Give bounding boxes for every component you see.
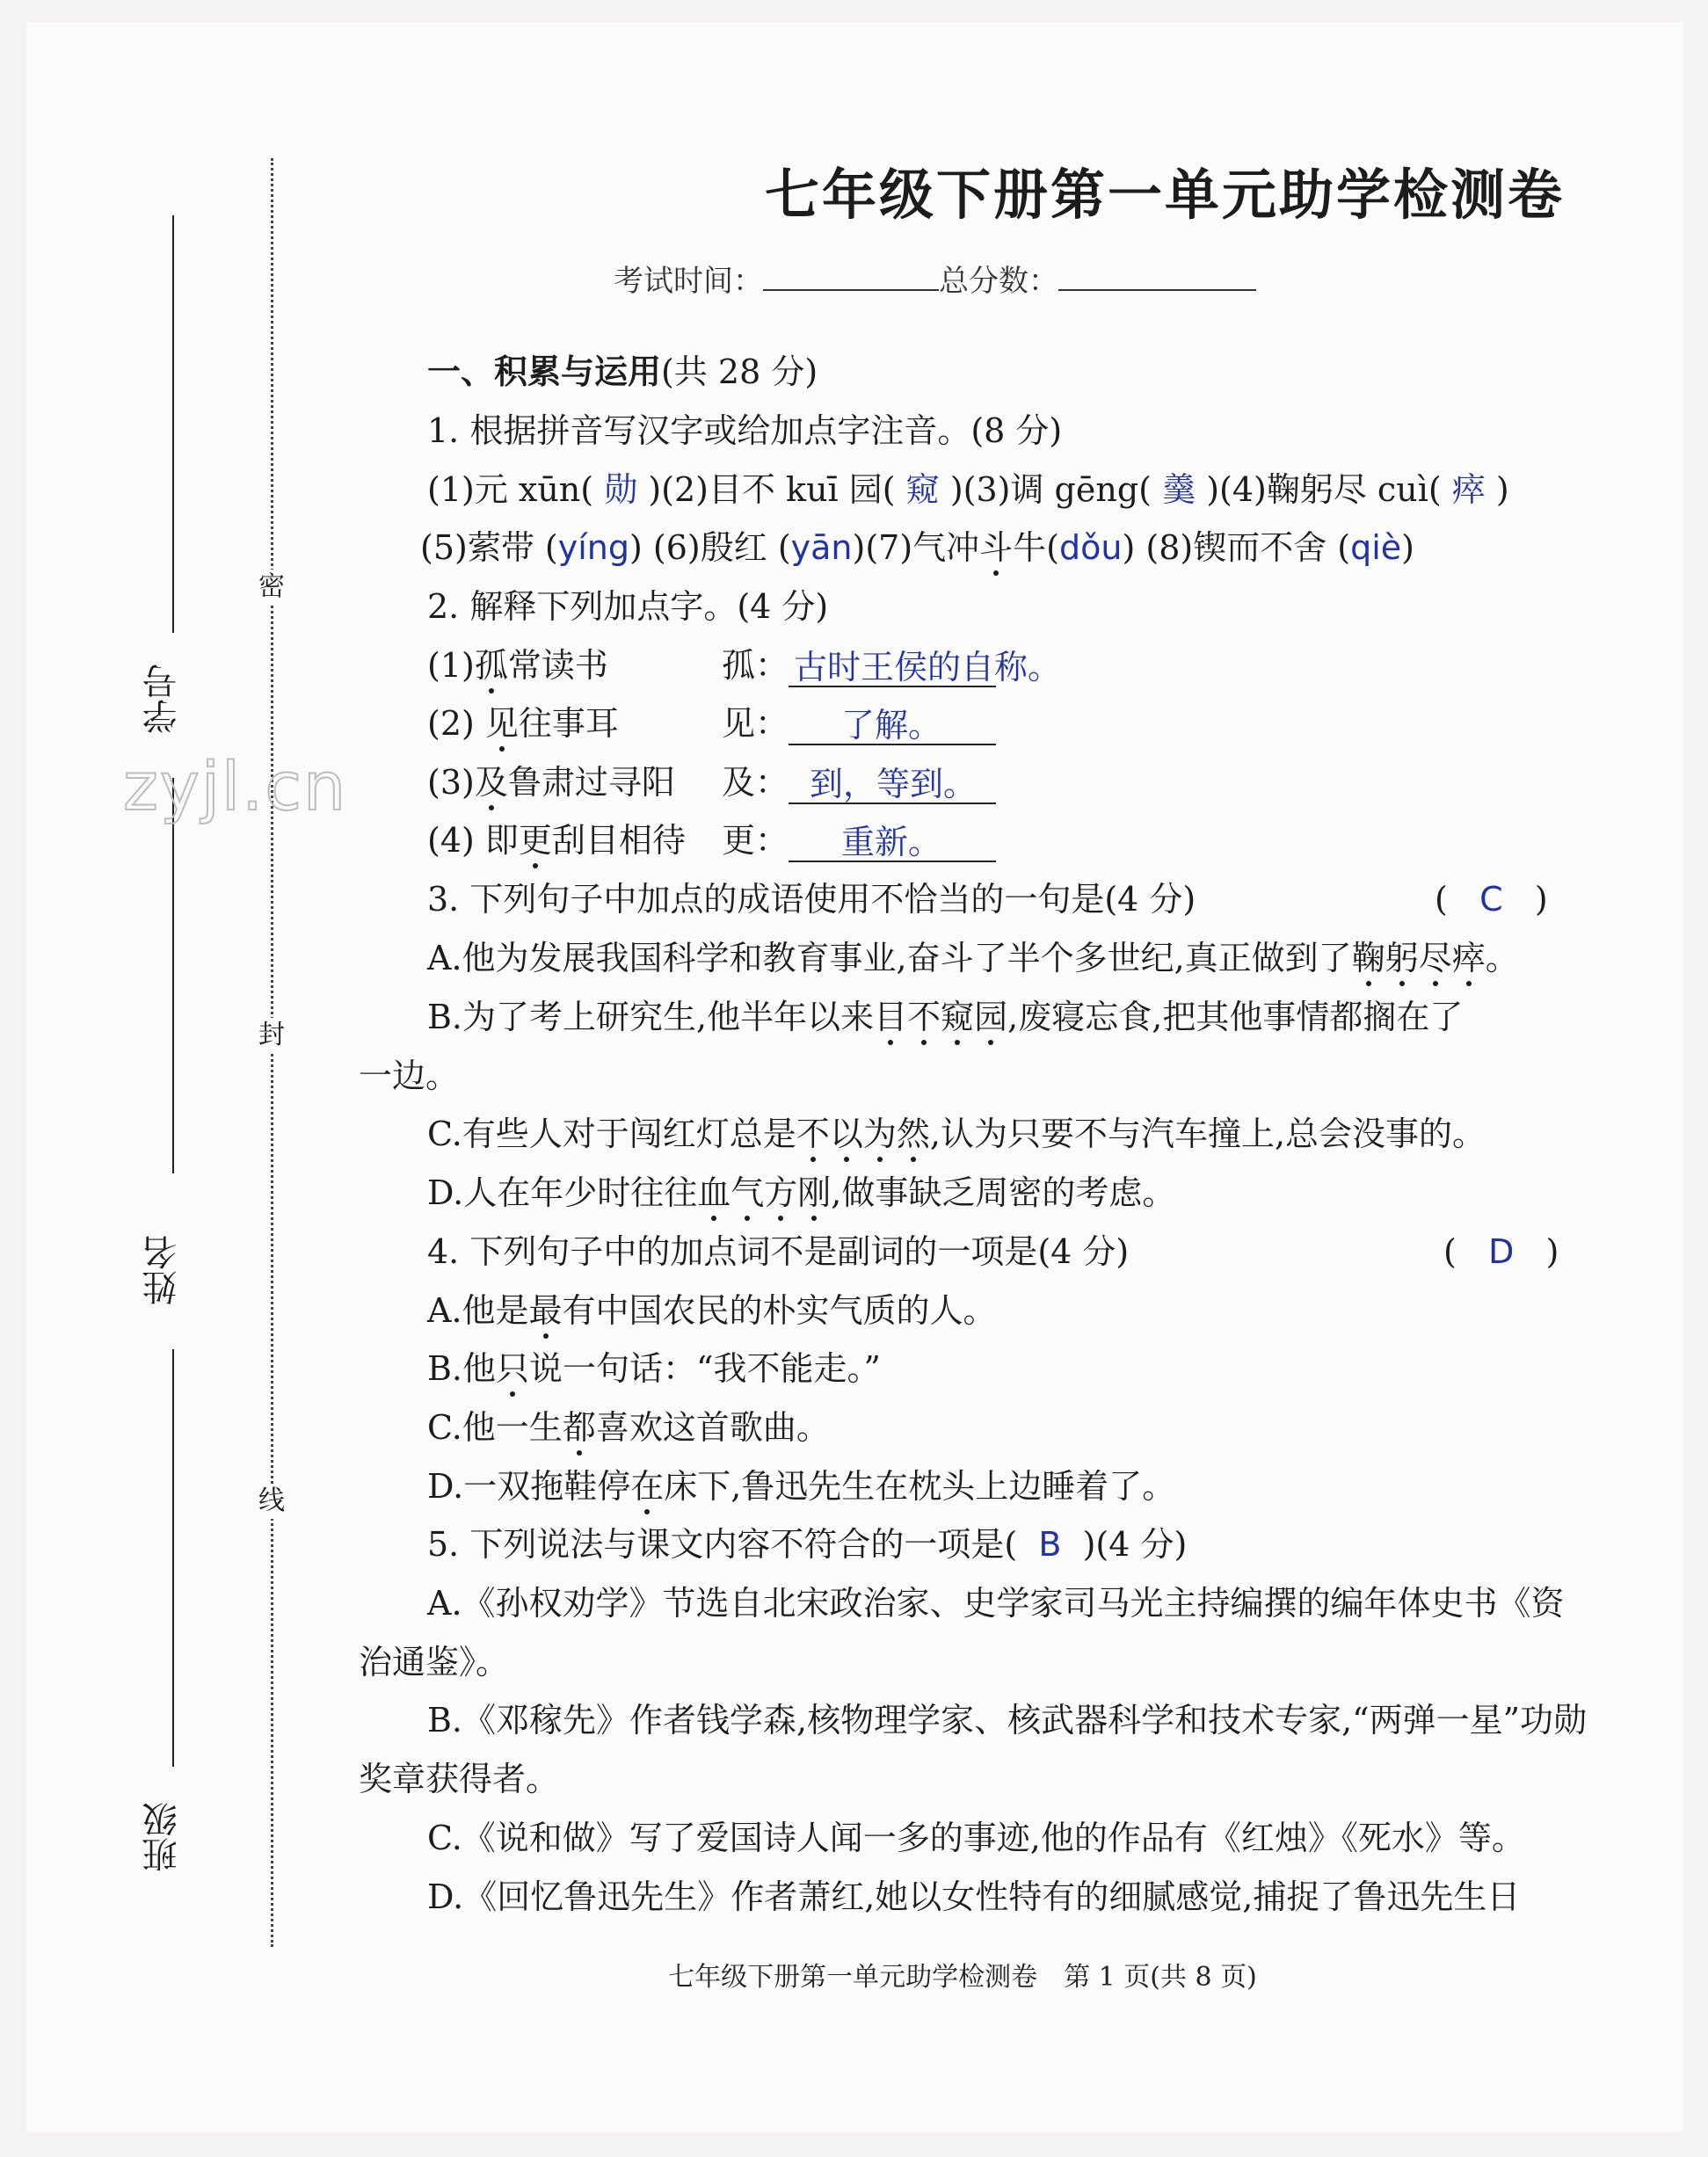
- q2-item-1-pre: (1): [427, 646, 475, 685]
- q1-answer-2: 窥: [905, 470, 940, 509]
- emphasis-char-3: 为: [862, 1115, 897, 1153]
- q5-option-b-cont: 奖章获得者。: [359, 1760, 560, 1798]
- q3-a-text: A.他为发展我国科学和教育事业,奋斗了半个多世纪,真正做到了: [427, 939, 1352, 977]
- name-rule: [172, 778, 174, 1173]
- page-footer: 七年级下册第一单元助学检测卷 第 1 页(共 8 页): [668, 1962, 1257, 1993]
- exam-page: [26, 22, 1683, 2132]
- q3-b-end: ,废寝忘食,把其他事情都搁在了: [1007, 998, 1464, 1036]
- emphasis-char-3: 窥: [941, 998, 975, 1036]
- q2-item-3-pre: (3): [427, 763, 475, 802]
- emphasis-char-3: 方: [764, 1173, 798, 1212]
- q4-stem: 4. 下列句子中的加点词不是副词的一项是(4 分): [427, 1232, 1130, 1271]
- q3-c-idiom: [796, 1115, 930, 1153]
- q1-text-8b: 而不舍 (: [1226, 528, 1351, 567]
- total-score-blank[interactable]: [1058, 263, 1256, 291]
- q1-text-6b: 红 (: [733, 528, 791, 567]
- q1-answer-5: yíng: [557, 528, 629, 567]
- exam-time-label: 考试时间：: [614, 264, 763, 299]
- q1-text-3: )(3)调 gēng(: [949, 470, 1152, 509]
- name-label: 姓名: [142, 1235, 183, 1305]
- watermark: zyjl.cn: [123, 747, 348, 825]
- q1-answer-1: 勋: [604, 470, 638, 509]
- q1-answer-6: yān: [790, 528, 853, 567]
- q5-option-a: A.《孙权劝学》节选自北宋政治家、史学家司马光主持编撰的编年体史书《资: [427, 1584, 1565, 1623]
- q2-item-4-dot: 更: [518, 821, 552, 860]
- q5-option-b: B.《邓稼先》作者钱学森,核物理学家、核武器科学和技术专家,“两弹一星”功勋: [427, 1701, 1588, 1739]
- emphasis-char-4: 刚: [797, 1173, 832, 1212]
- q2-item-1: [427, 643, 1062, 687]
- emphasis-char-2: 不: [907, 998, 941, 1036]
- q3-option-b: [427, 995, 1463, 1039]
- q1-text-7b: 牛(: [1013, 528, 1059, 567]
- q4-c-text: C.他一生: [427, 1408, 563, 1447]
- q3-option-a: [427, 936, 1519, 980]
- q2-item-2-key: 见：: [722, 704, 789, 743]
- q5-stem-end: )(4 分): [1082, 1525, 1188, 1564]
- q4-answer-bracket: ( D ): [1443, 1232, 1559, 1271]
- class-rule: [172, 1349, 174, 1767]
- q2-item-4-answer[interactable]: 重新。: [789, 820, 996, 862]
- q1-dot-char-7: 斗: [979, 528, 1014, 567]
- q1-text-1: (1)元 xūn(: [427, 470, 594, 509]
- emphasis-char-1: 不: [796, 1115, 830, 1153]
- q2-item-2-dot: 见: [484, 704, 519, 743]
- q2-item-4-text: 刮目相待: [551, 821, 686, 860]
- q4-a-text: A.他是: [427, 1291, 529, 1330]
- q3-d-text: D.人在年少时往往: [427, 1173, 698, 1212]
- emphasis-char-1: 血: [697, 1173, 731, 1212]
- q1-text-7a: )(7)气冲: [852, 528, 980, 567]
- q3-a-idiom: [1352, 939, 1486, 977]
- q2-item-3-key: 及：: [722, 763, 789, 802]
- emphasis-char-4: 然: [896, 1115, 930, 1153]
- q2-item-3-answer[interactable]: 到，等到。: [789, 762, 996, 804]
- emphasis-char-3: 尽: [1418, 939, 1452, 977]
- q4-a-end: 有中国农民的朴实气质的人。: [562, 1291, 997, 1330]
- total-score-label: 总分数：: [939, 264, 1058, 299]
- section-heading-title: 一、积累与运用: [427, 352, 662, 391]
- q5-option-a-cont: 治通鉴》。: [359, 1643, 510, 1681]
- emphasis-char-4: 园: [974, 998, 1008, 1036]
- q1-text-4: )(4)鞠躬尽 cuì(: [1206, 470, 1442, 509]
- q2-item-1-dot: 孤: [474, 646, 508, 685]
- q4-b-end: 说一句话：“我不能走。”: [529, 1349, 881, 1388]
- student-id-rule: [172, 215, 174, 633]
- q1-text-5b: 带 (: [500, 528, 558, 567]
- q1-row1: [427, 468, 1509, 512]
- q1-answer-4: 瘁: [1451, 470, 1486, 509]
- q2-item-2: [427, 701, 996, 745]
- q4-answer: D: [1488, 1232, 1515, 1271]
- class-label: 班级: [142, 1802, 183, 1872]
- q2-item-3-text: 鲁肃过寻阳: [507, 763, 675, 802]
- emphasis-char-2: 气: [730, 1173, 765, 1212]
- q2-item-1-text: 常读书: [507, 646, 608, 685]
- exam-time-blank[interactable]: [763, 263, 939, 291]
- q4-b-text: B.他: [427, 1349, 497, 1388]
- q1-text-6a: ) (6)殷: [629, 528, 734, 567]
- q4-option-b: [427, 1347, 881, 1391]
- q2-item-4: [427, 818, 996, 862]
- q3-stem: 3. 下列句子中加点的成语使用不恰当的一句是(4 分): [427, 880, 1196, 919]
- exam-meta: [614, 257, 1256, 300]
- q2-item-1-answer[interactable]: 古时王侯的自称。: [789, 645, 996, 687]
- q2-item-1-key: 孤：: [722, 646, 789, 685]
- emphasis-char-1: 目: [874, 998, 908, 1036]
- q4-d-end: 床下,鲁迅先生在枕头上边睡着了。: [664, 1467, 1176, 1506]
- q4-d-dot: 在: [630, 1467, 665, 1506]
- emphasis-char-1: 鞠: [1351, 939, 1385, 977]
- q5-stem: [427, 1522, 1187, 1566]
- q1-text-4e: ): [1495, 470, 1509, 509]
- seal-char-feng: 封: [257, 1018, 287, 1053]
- q1-answer-3: 羹: [1162, 470, 1196, 509]
- student-id-label: 学号: [142, 664, 183, 734]
- q2-stem: 2. 解释下列加点字。(4 分): [427, 587, 829, 626]
- seal-char-mi: 密: [257, 570, 287, 605]
- q5-option-d: D.《回忆鲁迅先生》作者萧红,她以女性特有的细腻感觉,捕捉了鲁迅先生日: [427, 1877, 1521, 1916]
- q3-answer: C: [1479, 880, 1503, 919]
- q3-answer-bracket: ( C ): [1435, 880, 1548, 919]
- q3-option-c: [427, 1112, 1486, 1156]
- q1-text-8a: ) (8)锲: [1122, 528, 1227, 567]
- seal-char-xian: 线: [257, 1484, 287, 1519]
- q1-text-5a: (5)萦: [420, 528, 501, 567]
- q3-c-end: ,认为只要不与汽车撞上,总会没事的。: [929, 1115, 1486, 1153]
- q3-b-idiom: [874, 998, 1007, 1036]
- q3-option-b-cont: 一边。: [359, 1057, 460, 1095]
- q5-option-c: C.《说和做》写了爱国诗人闻一多的事迹,他的作品有《红烛》《死水》等。: [427, 1819, 1525, 1857]
- q3-c-text: C.有些人对于闯红灯总是: [427, 1115, 796, 1153]
- q4-option-a: [427, 1289, 997, 1333]
- q4-a-dot: 最: [528, 1291, 563, 1330]
- q1-answer-8: qiè: [1350, 528, 1402, 567]
- q5-stem-text: 5. 下列说法与课文内容不符合的一项是(: [427, 1525, 1018, 1564]
- q3-b-text: B.为了考上研究生,他半年以来: [427, 998, 875, 1036]
- q3-d-idiom: [697, 1173, 831, 1212]
- q4-b-dot: 只: [496, 1349, 530, 1388]
- q2-item-3: [427, 760, 996, 804]
- q4-c-end: 喜欢这首歌曲。: [595, 1408, 830, 1447]
- q2-item-4-key: 更：: [722, 821, 789, 860]
- q1-answer-7: dǒu: [1059, 528, 1123, 567]
- q5-answer: B: [1038, 1525, 1062, 1564]
- emphasis-char-2: 以: [829, 1115, 863, 1153]
- q2-item-2-pre: (2): [427, 704, 485, 743]
- section-heading-score: (共 28 分): [661, 352, 818, 391]
- page-title: 七年级下册第一单元助学检测卷: [764, 163, 1565, 227]
- q1-stem: 1. 根据拼音写汉字或给加点字注音。(8 分): [427, 411, 1063, 450]
- q4-c-dot: 都: [562, 1408, 596, 1447]
- q1-text-8e: ): [1401, 528, 1414, 567]
- emphasis-char-2: 躬: [1385, 939, 1419, 977]
- q3-a-end: 。: [1485, 939, 1519, 977]
- emphasis-char-4: 瘁: [1451, 939, 1486, 977]
- q4-option-d: [427, 1464, 1175, 1508]
- q3-option-d: [427, 1171, 1175, 1215]
- q1-text-2: )(2)目不 kuī 园(: [648, 470, 896, 509]
- section-heading: [427, 350, 818, 394]
- q4-option-c: [427, 1405, 830, 1449]
- q2-item-2-answer[interactable]: 了解。: [789, 703, 996, 745]
- q1-row2: [420, 526, 1414, 570]
- q2-item-2-text: 往事耳: [518, 704, 619, 743]
- q4-d-text: D.一双拖鞋停: [427, 1467, 631, 1506]
- q3-d-end: ,做事缺乏周密的考虑。: [831, 1173, 1176, 1212]
- q2-item-4-pre: (4) 即: [427, 821, 519, 860]
- q2-item-3-dot: 及: [474, 763, 508, 802]
